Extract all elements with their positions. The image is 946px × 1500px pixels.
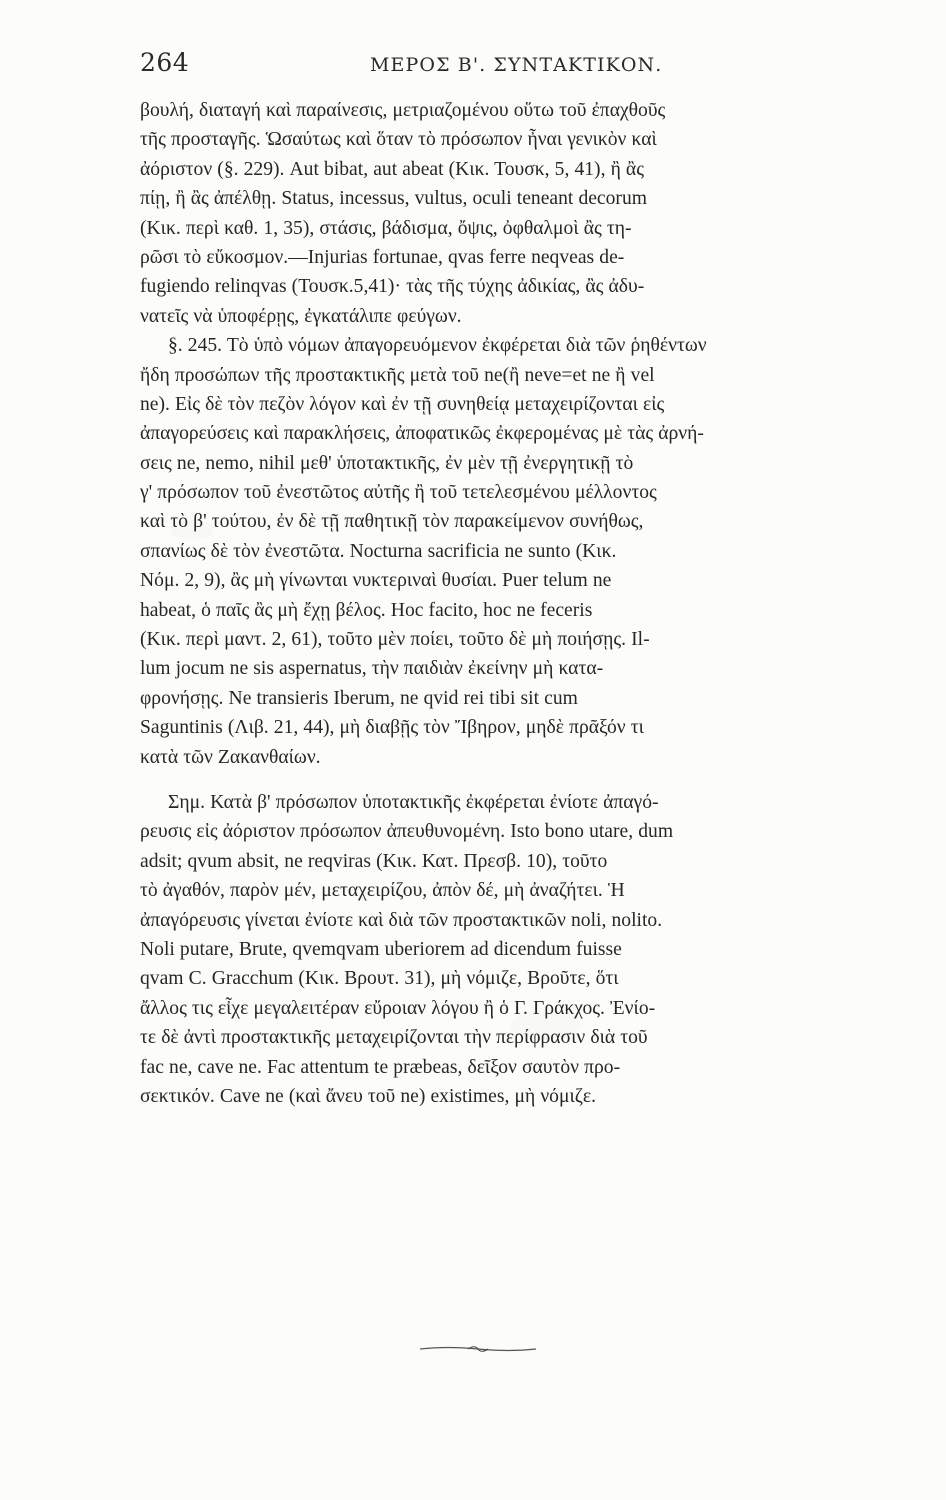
text-line: ἤδη προσώπων τῆς προστακτικῆς μετὰ τοῦ ne(ἢ neve=et ne ἢ vel <box>140 364 655 386</box>
note-line: qvam C. Gracchum (Κικ. Βρουτ. 31), μὴ νόμιζε, Βροῦτε, ὅτι <box>140 968 619 990</box>
text-line: lum jocum ne sis aspernatus, τὴν παιδιὰν ἐκείνην μὴ κατα- <box>140 658 604 680</box>
page-header <box>140 46 890 92</box>
running-head: ΜΕΡΟΣ Β'. ΣΥΝΤΑΚΤΙΚΟΝ. <box>370 54 663 76</box>
note-line: Noli putare, Brute, qvemqvam uberiorem ad dicendum fuisse <box>140 938 622 960</box>
text-line: ἀόριστον (§. 229). Aut bibat, aut abeat (Κικ. Τουσκ, 5, 41), ἢ ἂς <box>140 158 644 180</box>
text-line: ρῶσι τὸ εὔκοσμον.—Injurias fortunae, qvas ferre neqveas de- <box>140 246 625 268</box>
text-line: γ' πρόσωπον τοῦ ἐνεστῶτος αὐτῆς ἢ τοῦ τετελεσμένου μέλλοντος <box>140 482 657 504</box>
note-line: τε δὲ ἀντὶ προστακτικῆς μεταχειρίζονται τὴν περίφρασιν διὰ τοῦ <box>140 1027 648 1049</box>
text-line: τῆς προσταγῆς. Ὡσαύτως καὶ ὅταν τὸ πρόσωπον ἦναι γενικὸν καὶ <box>140 129 657 151</box>
note-line: fac ne, cave ne. Fac attentum te præbeas, δεῖξον σαυτὸν προ- <box>140 1056 621 1078</box>
ornament-rule-icon <box>418 1345 538 1353</box>
text-line: σεις ne, nemo, nihil μεθ' ὑποτακτικῆς, ἐν μὲν τῇ ἐνεργητικῇ τὸ <box>140 452 634 474</box>
note-line: Σημ. Κατὰ β' πρόσωπον ὑποτακτικῆς ἐκφέρεται ἐνίοτε ἀπαγό- <box>168 791 659 813</box>
text-line: νατεῖς νὰ ὑποφέρῃς, ἐγκατάλιπε φεύγων. <box>140 305 462 327</box>
note-line: adsit; qvum absit, ne reqviras (Κικ. Κατ. Πρεσβ. 10), τοῦτο <box>140 850 608 872</box>
note-line: ἄλλος τις εἶχε μεγαλειτέραν εὔροιαν λόγου ἢ ὁ Γ. Γράκχος. Ἐνίο- <box>140 997 656 1019</box>
note-line: σεκτικόν. Cave ne (καὶ ἄνευ τοῦ ne) existimes, μὴ νόμιζε. <box>140 1085 596 1107</box>
paragraph-gap <box>140 772 905 788</box>
page-number: 264 <box>140 48 190 77</box>
note-line: τὸ ἀγαθόν, παρὸν μέν, μεταχειρίζου, ἀπὸν δέ, μὴ ἀναζήτει. Ἡ <box>140 880 625 902</box>
text-line: fugiendo relinqvas (Τουσκ.5,41)· τὰς τῆς τύχης ἀδικίας, ἂς ἀδυ- <box>140 276 645 298</box>
text-line: καὶ τὸ β' τούτου, ἐν δὲ τῇ παθητικῇ τὸν παρακείμενον συνήθως, <box>140 511 644 533</box>
text-line: Νόμ. 2, 9), ἂς μὴ γίνωνται νυκτεριναὶ θυσίαι. Puer telum ne <box>140 570 612 592</box>
decorative-rule <box>418 1345 538 1353</box>
text-line: (Κικ. περὶ μαντ. 2, 61), τοῦτο μὲν ποίει, τοῦτο δὲ μὴ ποιήσῃς. Il- <box>140 629 650 651</box>
text-line: φρονήσῃς. Ne transieris Iberum, ne qvid rei tibi sit cum <box>140 687 578 709</box>
page-body <box>140 96 905 1111</box>
text-line: βουλή, διαταγή καὶ παραίνεσις, μετριαζομένου οὕτω τοῦ ἐπαχθοῦς <box>140 100 666 121</box>
text-line: ne). Εἰς δὲ τὸν πεζὸν λόγον καὶ ἐν τῇ συνηθείᾳ μεταχειρίζονται εἰς <box>140 393 665 415</box>
section-heading-line: §. 245. Τὸ ὑπὸ νόμων ἀπαγορευόμενον ἐκφέρεται διὰ τῶν ῥηθέντων <box>168 335 707 357</box>
text-line: ἀπαγορεύσεις καὶ παρακλήσεις, ἀποφατικῶς ἐκφερομένας μὲ τὰς ἀρνή- <box>140 423 704 445</box>
text-line: πίῃ, ἢ ἂς ἀπέλθῃ. Status, incessus, vultus, oculi teneant decorum <box>140 188 647 210</box>
note-line: ρευσις εἰς ἀόριστον πρόσωπον ἀπευθυνομένη. Isto bono utare, dum <box>140 821 674 843</box>
text-line: (Κικ. περὶ καθ. 1, 35), στάσις, βάδισμα, ὄψις, ὀφθαλμοὶ ἂς τη- <box>140 217 632 239</box>
text-line: κατὰ τῶν Ζακανθαίων. <box>140 746 321 768</box>
text-line: habeat, ὁ παῖς ἂς μὴ ἔχῃ βέλος. Hoc facito, hoc ne feceris <box>140 599 593 621</box>
text-line: Saguntinis (Λιβ. 21, 44), μὴ διαβῇς τὸν Ἴβηρον, μηδὲ πρᾶξόν τι <box>140 717 644 739</box>
note-line: ἀπαγόρευσις γίνεται ἐνίοτε καὶ διὰ τῶν προστακτικῶν noli, nolito. <box>140 909 663 931</box>
text-line: σπανίως δὲ τὸν ἐνεστῶτα. Nocturna sacrificia ne sunto (Κικ. <box>140 540 617 562</box>
